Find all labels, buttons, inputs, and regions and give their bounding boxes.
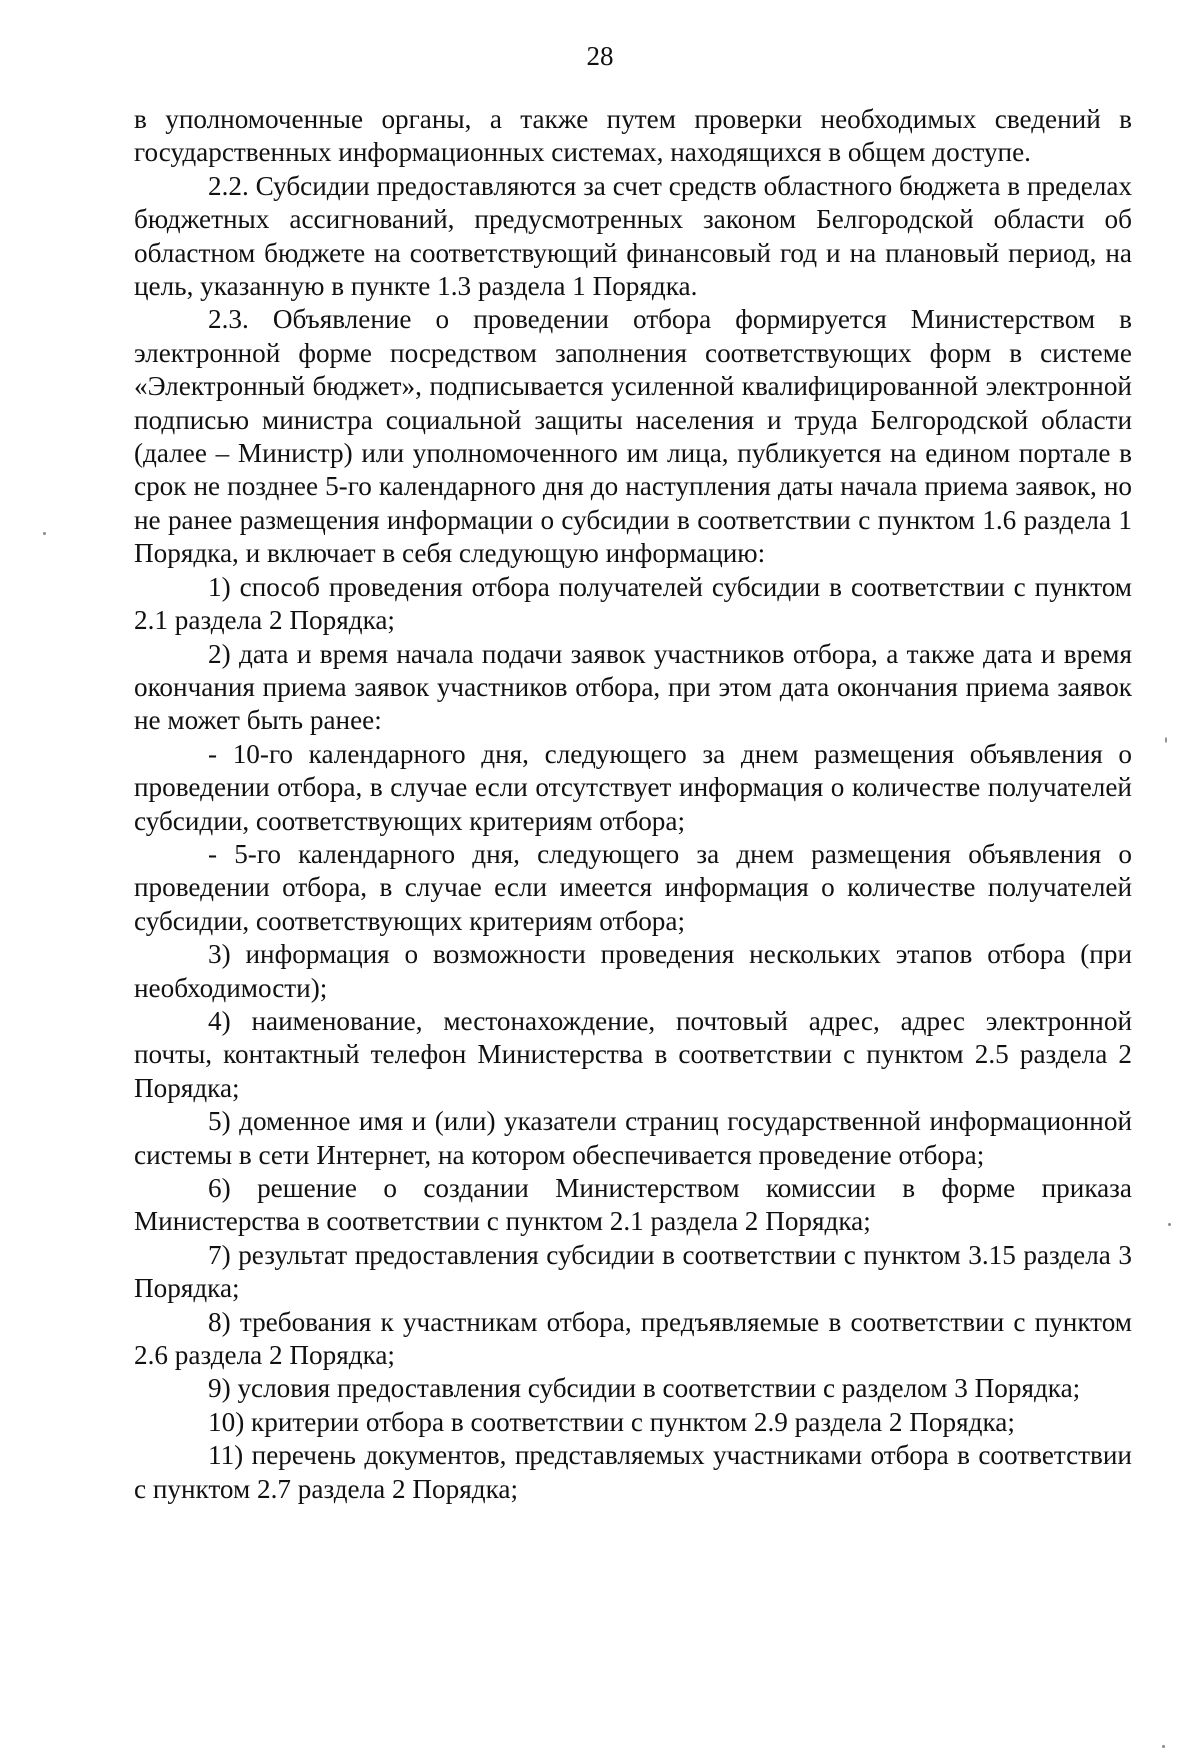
paragraph-2-2: 2.2. Субсидии предоставляются за счет средств областного бюджета в пределах бюджетных ассигнований, предусмотренных законом Белгородской области об областном бюджете на соответствующий финансовый год и на плановый период, на цель, указанную в пункте 1.3 раздела 1 Порядка. bbox=[134, 170, 1132, 302]
list-item-4: 4) наименование, местонахождение, почтовый адрес, адрес электронной почты, контактный телефон Министерства в соответствии с пунктом 2.5 раздела 2 Порядка; bbox=[134, 1005, 1132, 1103]
scan-speck bbox=[1162, 1745, 1165, 1748]
page-number: 28 bbox=[586, 41, 614, 71]
dash-item-5-day: - 5-го календарного дня, следующего за днем размещения объявления о проведении отбора, в случае если имеется информация о количестве получателей субсидии, соответствующих критериям отбора; bbox=[134, 838, 1132, 936]
list-item-1: 1) способ проведения отбора получателей субсидии в соответствии с пунктом 2.1 раздела 2 Порядка; bbox=[134, 571, 1132, 636]
paragraph-continuation: в уполномоченные органы, а также путем проверки необходимых сведений в государственных информационных системах, находящихся в общем доступе. bbox=[134, 104, 1132, 168]
list-item-6: 6) решение о создании Министерством комиссии в форме приказа Министерства в соответствии с пунктом 2.1 раздела 2 Порядка; bbox=[134, 1173, 1132, 1237]
scan-speck bbox=[1165, 737, 1167, 743]
list-item-10: 10) критерии отбора в соответствии с пунктом 2.9 раздела 2 Порядка; bbox=[208, 1406, 1015, 1437]
list-item-2: 2) дата и время начала подачи заявок участников отбора, а также дата и время окончания приема заявок участников отбора, при этом дата окончания приема заявок не может быть ранее: bbox=[134, 638, 1132, 736]
list-item-11: 11) перечень документов, представляемых участниками отбора в соответствии с пунктом 2.7 раздела 2 Порядка; bbox=[134, 1440, 1132, 1504]
document-body bbox=[134, 103, 1132, 1506]
list-item-5: 5) доменное имя и (или) указатели страниц государственной информационной системы в сети Интернет, на котором обеспечивается проведение отбора; bbox=[134, 1106, 1132, 1170]
list-item-3: 3) информация о возможности проведения нескольких этапов отбора (при необходимости); bbox=[134, 939, 1132, 1003]
list-item-7: 7) результат предоставления субсидии в соответствии с пунктом 3.15 раздела 3 Порядка; bbox=[134, 1239, 1132, 1304]
list-item-9: 9) условия предоставления субсидии в соответствии с разделом 3 Порядка; bbox=[208, 1373, 1081, 1404]
paragraph-2-3: 2.3. Объявление о проведении отбора формируется Министерством в электронной форме посредством заполнения соответствующих форм в системе «Электронный бюджет», подписывается усиленной квалифицированной электронной подписью министра социальной защиты населения и труда Белгородской области (далее – Министр) или уполномоченного им лица, публикуется на едином портале в срок не позднее 5-го календарного дня до наступления даты начала приема заявок, но не ранее размещения информации о субсидии в соответствии с пунктом 1.6 раздела 1 Порядка, и включает в себя следующую информацию: bbox=[134, 304, 1132, 569]
scan-speck bbox=[1168, 1223, 1171, 1226]
list-item-8: 8) требования к участникам отбора, предъявляемые в соответствии с пунктом 2.6 раздела 2 Порядка; bbox=[134, 1306, 1132, 1371]
scan-speck bbox=[43, 532, 46, 535]
dash-item-10-day: - 10-го календарного дня, следующего за днем размещения объявления о проведении отбора, в случае если отсутствует информация о количестве получателей субсидии, соответствующих критериям отбора; bbox=[134, 738, 1132, 836]
